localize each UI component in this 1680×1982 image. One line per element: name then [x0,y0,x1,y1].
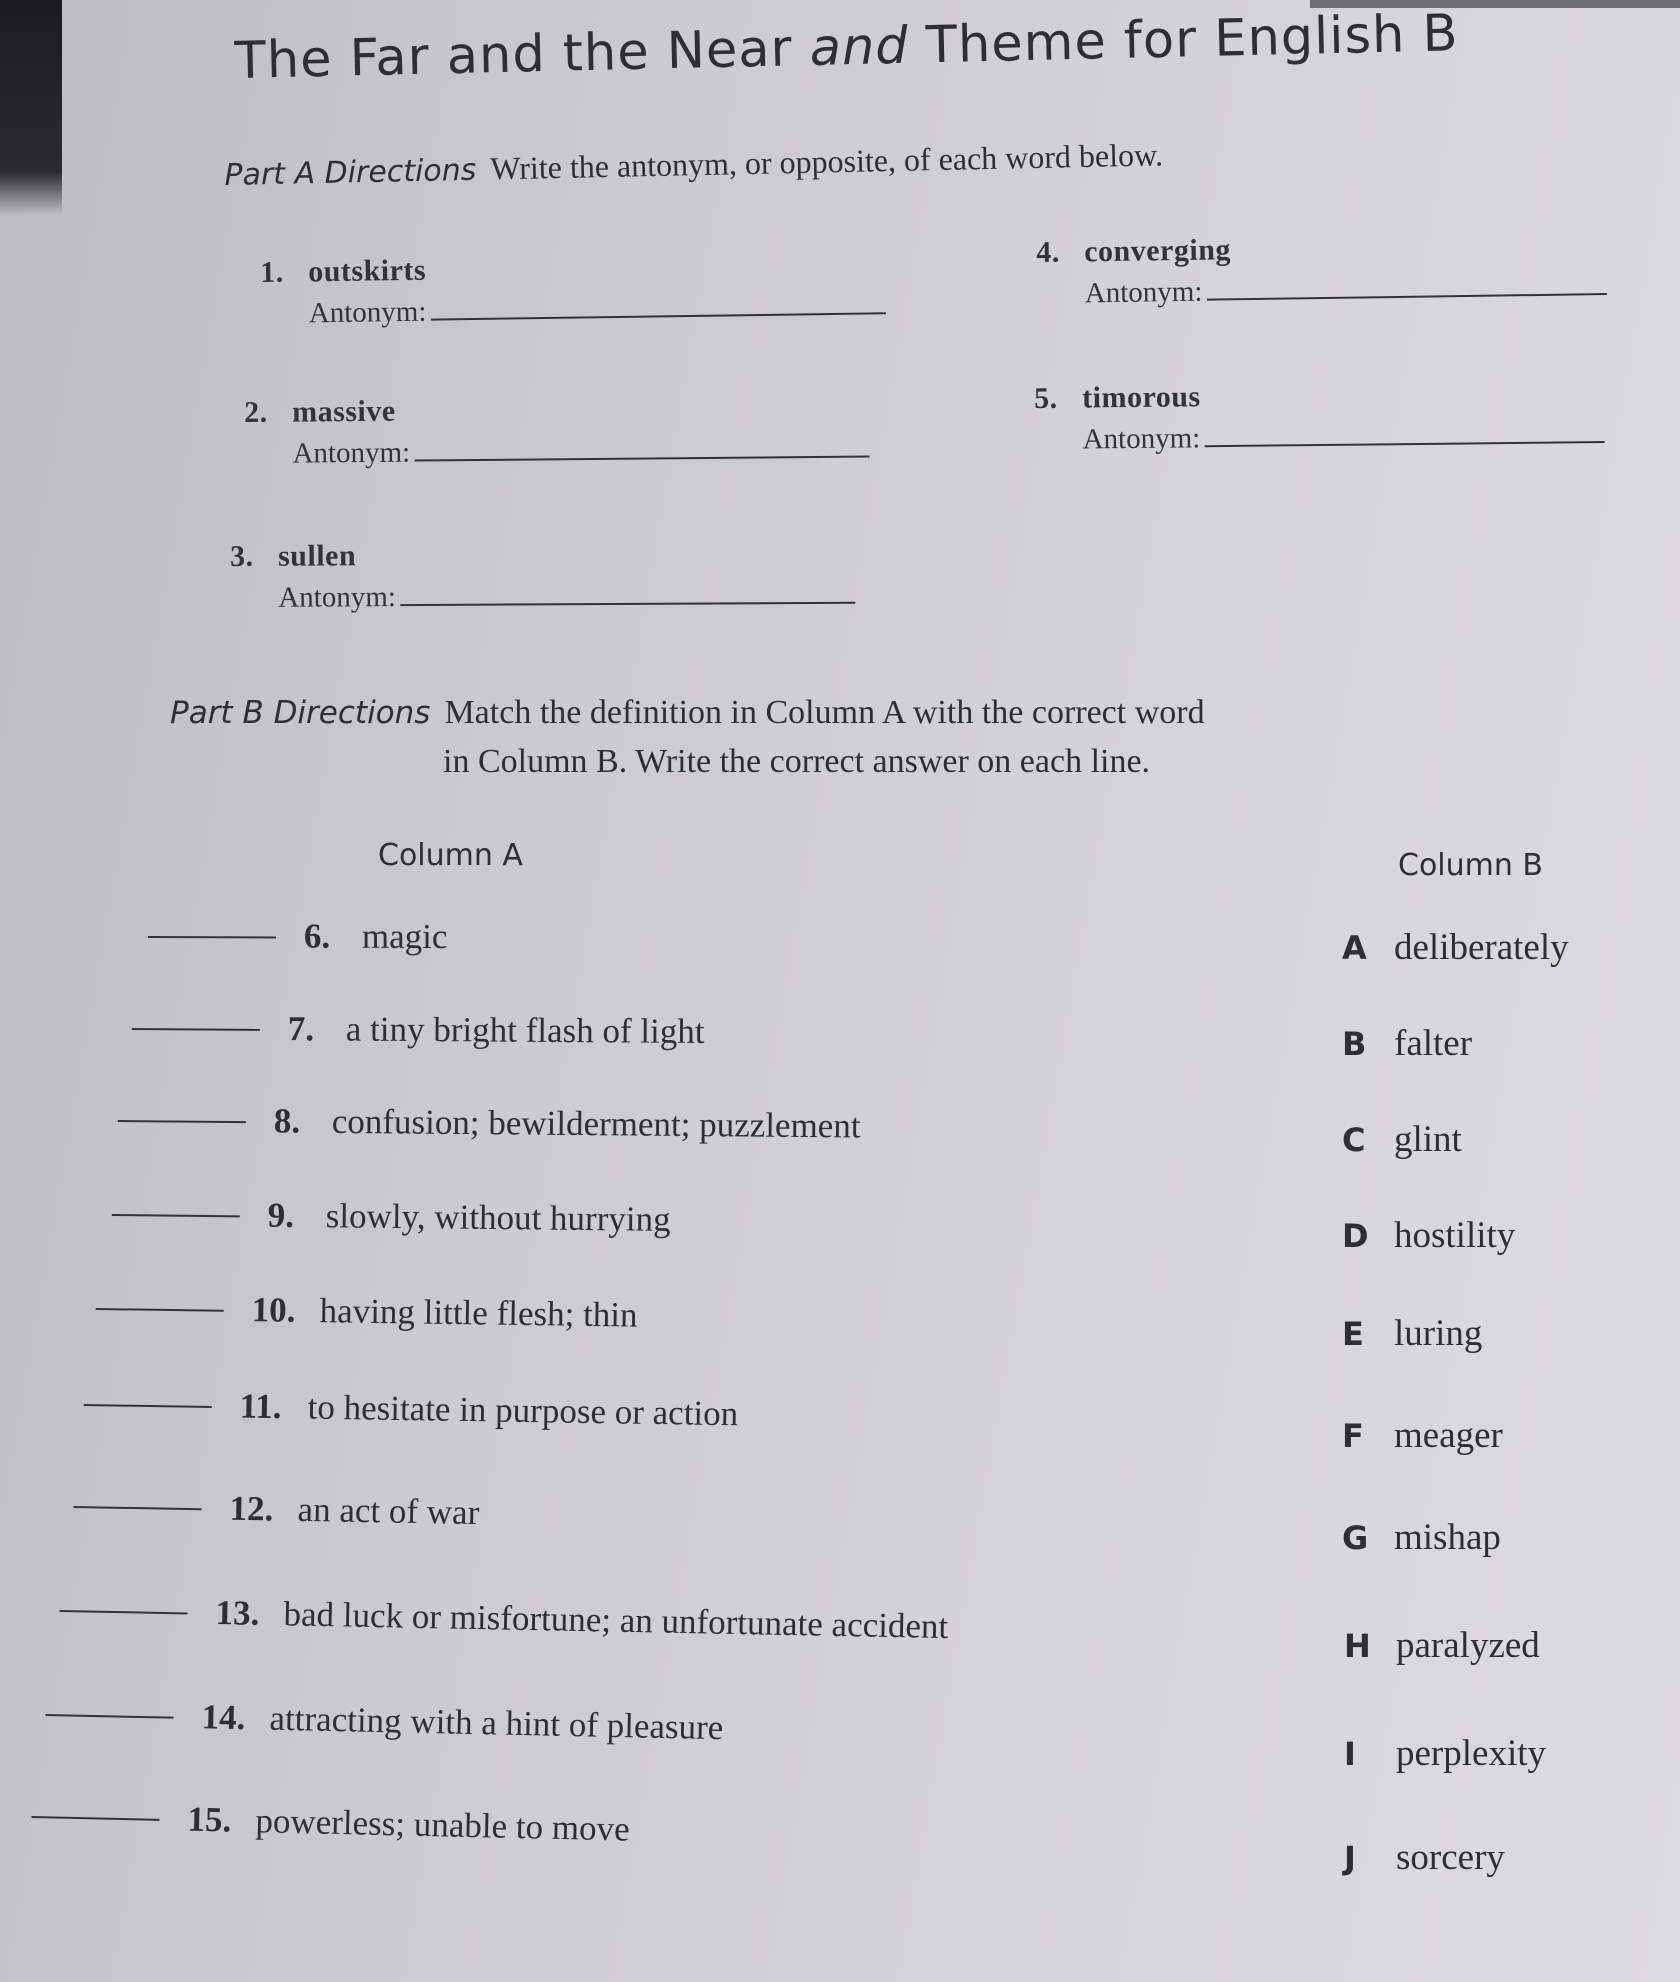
option-letter: B [1342,1025,1367,1063]
definition-row-15 [31,1796,630,1850]
option-letter: I [1344,1735,1356,1773]
answer-blank-10[interactable] [96,1302,224,1312]
word-option-e [1342,1312,1482,1355]
option-word: hostility [1394,1215,1516,1256]
item-number: 4. [1036,235,1060,269]
answer-blank-9[interactable] [112,1208,240,1217]
item-number: 3. [230,539,254,573]
item-number: 2. [244,395,268,429]
antonym-answer-line-1[interactable] [430,290,885,320]
option-letter: D [1342,1217,1369,1255]
item-word: sullen [277,539,357,573]
column-b-heading: Column B [1398,848,1544,883]
antonym-item-4 [1036,228,1607,311]
definition-row-14 [45,1694,724,1748]
antonym-label: Antonym: [1084,275,1203,310]
definition-text: slowly, without hurrying [325,1196,671,1239]
answer-blank-7[interactable] [132,1022,260,1031]
answer-blank-11[interactable] [84,1398,212,1408]
title-part1: The Far and the Near [234,19,794,91]
definition-text: a tiny bright flash of light [345,1009,705,1051]
definition-number: 7. [287,1009,315,1049]
definition-number: 9. [267,1195,295,1235]
word-option-g [1342,1516,1501,1559]
worksheet-title [234,4,1459,91]
definition-row-7 [132,1008,705,1052]
column-a-heading: Column A [378,838,523,873]
antonym-answer-line-5[interactable] [1204,419,1604,447]
definition-text: confusion; bewilderment; puzzlement [331,1101,861,1146]
definition-text: magic [361,916,448,957]
option-letter: G [1342,1519,1369,1557]
definition-number: 8. [273,1101,301,1141]
definition-text: attracting with a hint of pleasure [269,1698,724,1748]
definition-number: 14. [201,1697,246,1738]
word-option-b [1342,1022,1472,1065]
antonym-label: Antonym: [292,436,411,470]
antonym-item-1 [260,247,886,331]
part-a-text: Write the antonym, or opposite, of each word below. [489,136,1164,187]
title-part2: Theme for English B [925,4,1460,76]
word-option-c [1342,1118,1462,1161]
part-b-directions [170,694,1205,732]
definition-number: 10. [251,1290,296,1330]
definition-text: an act of war [297,1489,480,1533]
word-option-d [1342,1214,1515,1257]
answer-blank-12[interactable] [74,1500,202,1510]
title-and: and [809,16,910,78]
option-word: deliberately [1394,927,1569,968]
antonym-label: Antonym: [1082,422,1201,456]
antonym-answer-line-4[interactable] [1206,271,1606,301]
option-letter: H [1344,1627,1371,1665]
antonym-item-3 [230,537,855,615]
definition-number: 12. [229,1488,274,1529]
option-letter: F [1342,1417,1364,1455]
option-word: mishap [1394,1517,1501,1558]
answer-blank-15[interactable] [32,1810,160,1821]
option-letter: J [1344,1839,1356,1877]
part-b-text-line1: Match the definition in Column A with the correct word [444,694,1205,731]
option-word: paralyzed [1396,1625,1540,1666]
item-word: massive [291,394,396,429]
antonym-item-5 [1034,376,1604,457]
option-letter: A [1342,929,1367,967]
option-letter: C [1342,1121,1366,1159]
answer-blank-14[interactable] [46,1708,174,1719]
option-word: glint [1394,1119,1462,1160]
definition-text: bad luck or misfortune; an unfortunate accident [283,1594,949,1647]
option-word: falter [1394,1023,1473,1064]
word-option-i [1344,1732,1546,1775]
definition-number: 11. [239,1386,282,1427]
option-word: luring [1394,1313,1483,1354]
antonym-item-2 [244,391,869,471]
definition-number: 6. [303,916,331,956]
definition-text: powerless; unable to move [255,1801,631,1849]
word-option-f [1342,1414,1503,1457]
word-option-h [1344,1624,1540,1667]
item-number: 5. [1034,381,1058,415]
antonym-label: Antonym: [308,295,427,330]
definition-row-12 [73,1486,479,1533]
definition-row-11 [83,1384,738,1434]
antonym-answer-line-2[interactable] [414,434,869,462]
option-word: perplexity [1396,1733,1547,1774]
part-b-directions-line2 [443,743,1150,781]
definition-row-9 [112,1194,671,1240]
definition-row-10 [95,1288,637,1336]
part-a-directions [224,136,1163,193]
option-word: meager [1394,1415,1503,1456]
option-letter: E [1342,1315,1364,1353]
item-word: outskirts [307,253,427,289]
option-word: sorcery [1396,1837,1505,1878]
page-corner-shadow [0,0,62,215]
definition-text: to hesitate in purpose or action [307,1387,739,1434]
word-option-j [1344,1836,1505,1879]
part-a-label: Part A Directions [224,152,477,193]
definition-text: having little flesh; thin [319,1291,638,1335]
part-b-label: Part B Directions [170,695,431,731]
answer-blank-6[interactable] [148,930,276,938]
antonym-label: Antonym: [278,581,397,614]
definition-row-13 [59,1590,948,1647]
answer-blank-8[interactable] [118,1114,246,1123]
item-word: timorous [1081,380,1201,415]
definition-row-6 [148,916,448,957]
definition-number: 15. [187,1799,232,1840]
answer-blank-13[interactable] [60,1604,188,1614]
item-number: 1. [260,255,284,289]
part-b-text-line2: in Column B. Write the correct answer on each line. [443,743,1151,780]
item-word: converging [1083,233,1232,269]
definition-row-8 [118,1100,861,1146]
word-option-a [1342,926,1569,969]
antonym-answer-line-3[interactable] [400,580,855,606]
definition-number: 13. [215,1592,260,1633]
